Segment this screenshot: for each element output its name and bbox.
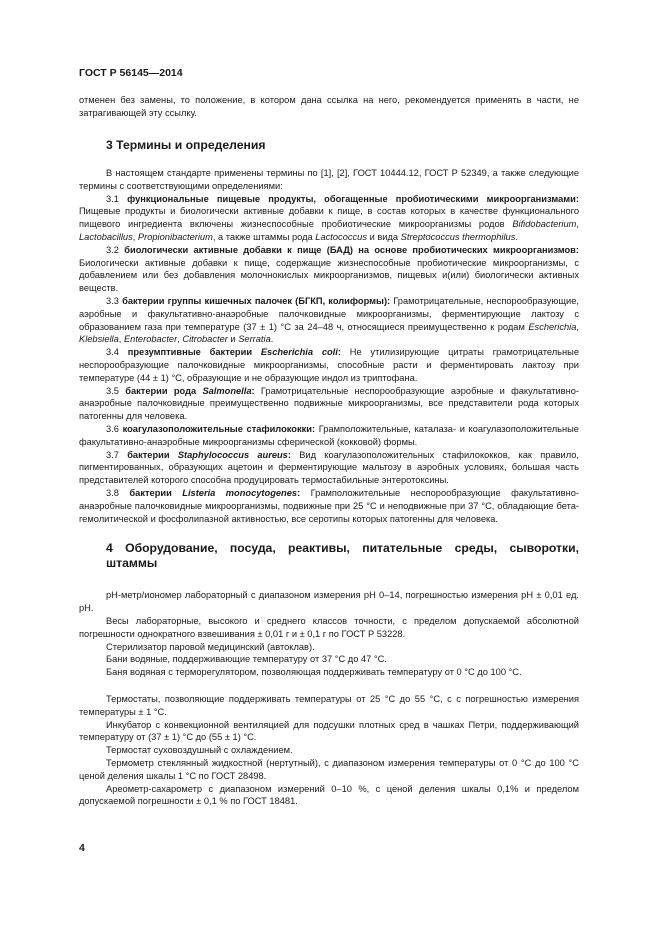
equipment-item: Бани водяные, поддерживающие температуру от 37 °С до 47 °С.	[106, 654, 387, 665]
document-body	[79, 94, 579, 808]
term-3-3: 3.3 бактерии группы кишечных палочек (БГКП, колиформы): Грамотрицательные, неспорообразующие, аэробные и факультативно-анаэробные палочковидные микроорганизмы, ферментирующие лактозу с образованием газа при температуре (37 ± 1) °С за 24–48 ч, относящиеся преимущественно к родам Escherichia, Klebsiella, Enterobacter, Citrobacter и Serratia.	[79, 296, 579, 345]
section-4-title: 4 Оборудование, посуда, реактивы, питательные среды, сыворотки, штаммы	[106, 541, 579, 570]
term-3-8-name: бактерии Listeria monocytogenes:	[129, 488, 301, 499]
term-3-1-name: функциональные пищевые продукты, обогащенные пробиотическими микроорганизмами:	[127, 193, 579, 204]
term-3-8: 3.8 бактерии Listeria monocytogenes: Грамположительные неспорообразующие факультативно-анаэробные палочковидные микроорганизмы, подвижные при 25 °С и неподвижные при 37 °С, обладающие бета-гемолитической и фосфолипазной активностью, все серотипы которых патогенны для человека.	[79, 488, 580, 524]
equipment-item: Термостаты, позволяющие поддерживать температуры от 25 °С до 55 °С, с с погрешностью измерения температуры ± 1 °С.	[79, 693, 579, 717]
term-3-2: 3.2 биологически активные добавки к пище (БАД) на основе пробиотических микроорганизмов: Биологически активные добавки к пище, содержащие жизнеспособные пробиотические микроорганизмы, с добавлением или без добавления молочнокислых микроорганизмов, пищевых и(или) биологически активных веществ.	[79, 244, 579, 294]
equipment-item: Ареометр-сахарометр с диапазоном измерений 0–10 %, с ценой деления шкалы 0,1% и пределом допускаемой погрешности ± 0,1 % по ГОСТ 18481.	[79, 783, 579, 807]
term-3-6-name: коагулазоположительные стафилококки:	[122, 424, 316, 435]
section-3-title: 3 Термины и определения	[106, 137, 266, 152]
term-3-4: 3.4 презумптивные бактерии Escherichia coli: Не утилизирующие цитраты грамотрицательные неспорообразующие палочковидные микроорганизмы, способные расти и ферментировать лактозу при температуре (44 ± 1) °С, образующие и не образующие индол из триптофана.	[79, 347, 580, 383]
equipment-item: pH-метр/иономер лабораторный с диапазоном измерения pH 0–14, погрешностью измерения pH ± 0,01 ед. pH.	[79, 590, 579, 614]
equipment-item: Баня водяная с терморегулятором, позволяющая поддерживать температуру от 0 °С до 100 °С.	[106, 667, 522, 678]
page-number: 4	[79, 842, 85, 854]
equipment-item: Весы лабораторные, высокого и среднего классов точности, с пределом допускаемой абсолютной погрешности однократного взвешивания ± 0,01 г и ± 0,1 г по ГОСТ Р 53228.	[79, 616, 579, 639]
equipment-item: Термометр стеклянный жидкостной (нертутный), с диапазоном измерения температуры от 0 °С до 100 °С ценой деления шкалы 1 °С по ГОСТ 28498.	[79, 757, 579, 781]
term-3-7-name: бактерии Staphylococcus aureus:	[127, 449, 291, 460]
equipment-item: Термостат суховоздушный с охлаждением.	[106, 745, 293, 756]
term-3-2-name: биологически активные добавки к пище (БАД) на основе пробиотических микроорганизмов:	[124, 244, 579, 255]
term-3-5: 3.5 бактерии рода Salmonella: Грамотрицательные неспорообразующие аэробные и факультативно-анаэробные палочковидные преимущественно подвижные микроорганизмы, все представители рода которых патогенны для человека.	[79, 385, 579, 422]
term-3-5-name: бактерии рода Salmonella:	[125, 385, 255, 396]
term-3-1: 3.1 функциональные пищевые продукты, обогащенные пробиотическими микроорганизмами: Пищевые продукты и биологически активные добавки к пище, в состав которых в качестве функционального пищевого ингредиента включены жизнеспособные пробиотические микроорганизмы родов Bifidobacterium, Lactobacillus, Propionibacterium, а также штаммы рода Lactococcus и вида Streptococcus thermophilus.	[79, 193, 579, 243]
equipment-item: Стерилизатор паровой медицинский (автоклав).	[106, 641, 315, 652]
term-3-7: 3.7 бактерии Staphylococcus aureus: Вид коагулазоположительных стафилококков, как правило, пигментированных, образующих ацетоин и ферментирующие мальтозу в аэробных условиях, большая часть представителей которого способна продуцировать термостабильные энтеротоксины.	[79, 449, 579, 486]
term-3-4-name: презумптивные бактерии Escherichia coli:	[127, 347, 341, 358]
term-3-3-name: бактерии группы кишечных палочек (БГКП, колиформы):	[122, 296, 391, 307]
term-3-6: 3.6 коагулазоположительные стафилококки: Грамположительные, каталаза- и коагулазоположительные факультативно-анаэробные микроорганизмы сферической (кокковой) формы.	[79, 424, 579, 447]
section-3-lead: В настоящем стандарте применены термины по [1], [2], ГОСТ 10444.12, ГОСТ Р 52349, а также следующие термины с соответствующими определениями:	[79, 168, 579, 191]
intro-paragraph: отменен без замены, то положение, в котором дана ссылка на него, рекомендуется применять в части, не затрагивающей эту ссылку.	[79, 95, 579, 118]
equipment-item: Инкубатор с конвекционной вентиляцией для подсушки плотных сред в чашках Петри, поддерживающий температуру от (37 ± 1) °С до (55 ± 1) °С.	[79, 719, 579, 743]
document-header-id: ГОСТ Р 56145—2014	[79, 67, 183, 79]
